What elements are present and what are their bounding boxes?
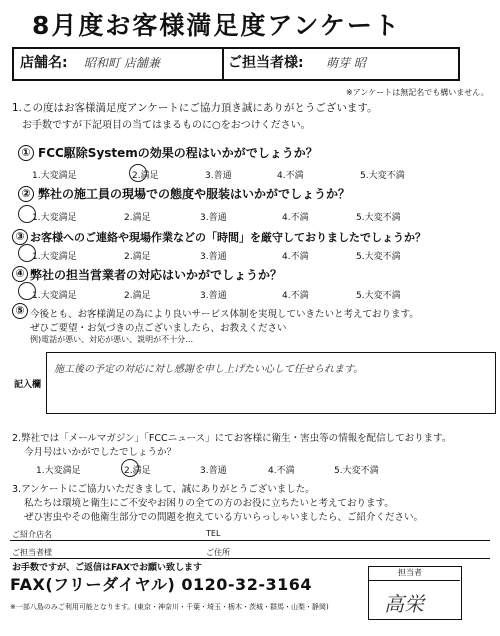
intro-line2: お手数ですが下記項目の当てはまるものに○をおつけください。 (22, 120, 311, 131)
q4-option-3[interactable]: 3.普通 (200, 291, 227, 301)
store-value[interactable]: 昭和町 店舗兼 (84, 56, 160, 70)
q1-number: ① (18, 145, 34, 161)
s2-option-1[interactable]: 1.大変満足 (36, 466, 81, 476)
q1-option-3[interactable]: 3.普通 (205, 171, 232, 181)
q5-number: ⑤ (12, 303, 28, 319)
q4-option-2[interactable]: 2.満足 (124, 291, 151, 301)
q3-option-5[interactable]: 5.大変不満 (356, 252, 401, 262)
q2-option-4[interactable]: 4.不満 (282, 213, 309, 223)
footer-note: ※一部八島のみご利用可能となります。(東京・神奈川・千葉・埼玉・栃木・茨城・群馬・山梨・静岡) (10, 603, 329, 611)
q3-number: ③ (12, 229, 28, 245)
intro-line1: 1.この度はお客様満足度アンケートにご協力頂き誠にありがとうございます。 (12, 102, 378, 114)
q1-text: FCC駆除Systemの効果の程はいかがでしょうか？ (38, 146, 318, 160)
q2-option-5[interactable]: 5.大変不満 (356, 213, 401, 223)
q2-selected-mark (18, 205, 36, 223)
section3-line2: 私たちは環境と衛生にご不安やお困りの全ての方のお役に立ちたいと考えております。 (24, 498, 394, 509)
comment-label: 記入欄 (14, 380, 42, 390)
store-label: 店舗名: (20, 55, 68, 71)
s2-selected-mark (121, 459, 139, 477)
fax-number[interactable]: FAX(フリーダイヤル) 0120-32-3164 (10, 575, 312, 594)
form-line-1 (10, 540, 490, 541)
staff-name-label: ご担当者様 (12, 548, 52, 557)
q1-option-2[interactable]: 2.満足 (132, 171, 159, 181)
s2-option-2[interactable]: 2.満足 (124, 466, 151, 476)
s2-option-4[interactable]: 4.不満 (268, 466, 295, 476)
q4-option-5[interactable]: 5.大変不満 (356, 291, 401, 301)
q5-line3: 例)電話が悪い、対応が悪い、説明が不十分… (30, 335, 194, 344)
q5-line1: 今後とも、お客様満足の為により良いサービス体制を実現していきたいと考えております。 (30, 309, 419, 320)
q3-option-2[interactable]: 2.満足 (124, 252, 151, 262)
address-label: ご住所 (206, 548, 230, 557)
section2-line2: 今月号はいかがでしたでしょうか？ (24, 447, 177, 458)
s2-option-3[interactable]: 3.普通 (200, 466, 227, 476)
tantou-signature: 高栄 (384, 592, 424, 616)
tel-label: TEL (206, 529, 221, 538)
q3-text: お客様へのご連絡や現場作業などの「時間」を厳守しておりましたでしょうか？ (30, 231, 426, 244)
q4-number: ④ (12, 266, 28, 282)
intro-store-label: ご紹介店名 (12, 530, 52, 539)
q2-option-1[interactable]: 1.大変満足 (32, 213, 77, 223)
q4-option-4[interactable]: 4.不満 (282, 291, 309, 301)
q2-text: 弊社の施工員の現場での態度や服装はいかがでしょうか？ (38, 187, 351, 201)
q4-option-1[interactable]: 1.大変満足 (32, 291, 77, 301)
q2-option-3[interactable]: 3.普通 (200, 213, 227, 223)
staff-label: ご担当者様: (228, 55, 304, 71)
q3-selected-mark (18, 244, 36, 262)
q3-option-1[interactable]: 1.大変満足 (32, 252, 77, 262)
q2-option-2[interactable]: 2.満足 (124, 213, 151, 223)
q2-number: ② (18, 186, 34, 202)
q1-option-5[interactable]: 5.大変不満 (360, 171, 405, 181)
tantou-label: 担当者 (398, 568, 422, 577)
q4-selected-mark (18, 282, 36, 300)
comment-text[interactable]: 施工後の予定の対応に対し感謝を申し上げたい心して任せられます。 (54, 364, 364, 375)
section3-line3: ぜひ害虫やその他衛生部分での問題を抱えている方いらっしゃいましたら、ご紹介ください。 (24, 512, 424, 523)
s2-option-5[interactable]: 5.大変不満 (334, 466, 379, 476)
q1-selected-mark (129, 164, 147, 182)
staff-value[interactable]: 萌芽 昭 (326, 56, 366, 70)
q1-option-4[interactable]: 4.不満 (277, 171, 304, 181)
footer-thanks: お手数ですが、ご返信はFAXでお願い致します (12, 563, 203, 573)
q3-option-3[interactable]: 3.普通 (200, 252, 227, 262)
q3-option-4[interactable]: 4.不満 (282, 252, 309, 262)
form-line-2 (10, 558, 490, 559)
q5-line2: ぜひご要望・お気づきの点ございましたら、お教えください (30, 323, 287, 334)
q4-text: 弊社の担当営業者の対応はいかがでしょうか？ (30, 268, 283, 282)
anon-note: ※アンケートは無記名でも構いません。 (346, 88, 489, 97)
section3-line1: 3.アンケートにご協力いただきまして、誠にありがとうございました。 (12, 484, 315, 495)
page-title: 8月度お客様満足度アンケート (32, 11, 401, 40)
q1-option-1[interactable]: 1.大変満足 (32, 171, 77, 181)
section2-line1: 2.弊社では「メールマガジン」「FCCニュース」にてお客様に衛生・害虫等の情報を配信しております。 (12, 433, 452, 444)
